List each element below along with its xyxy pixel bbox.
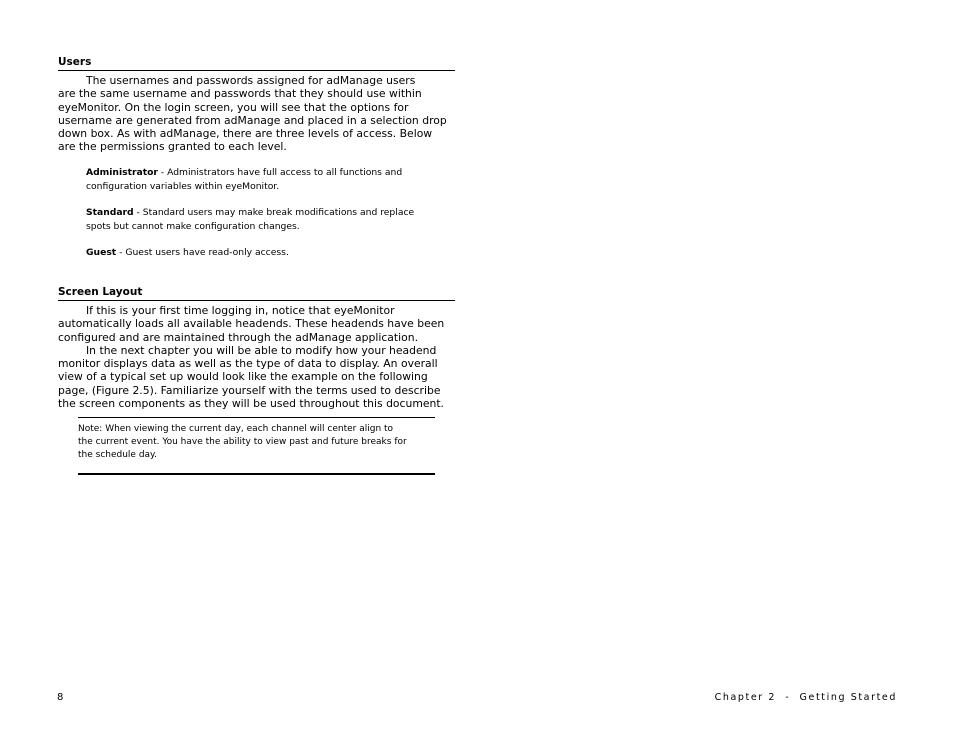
text-line: down box. As with adManage, there are three levels of access. Below [58, 127, 433, 141]
section-heading-screen-layout: Screen Layout [58, 286, 455, 301]
text-line: the screen components as they will be used throughout this document. [58, 397, 444, 411]
note-box [78, 423, 438, 462]
text-line: are the same username and passwords that they should use within [58, 87, 422, 101]
note-divider-top [78, 417, 435, 418]
chapter-footer: Chapter 2 - Getting Started [714, 692, 897, 703]
text-line: spots but cannot make configuration changes. [86, 220, 300, 232]
text-line [86, 206, 446, 220]
text-line: monitor displays data as well as the type of data to display. An overall [58, 357, 438, 371]
text-line: In the next chapter you will be able to modify how your headend [86, 343, 437, 357]
text-line: are the permissions granted to each level. [58, 140, 287, 154]
text-line: configured and are maintained through the adManage application. [58, 330, 419, 344]
access-level-standard [86, 206, 446, 233]
text-line [86, 246, 446, 260]
access-level-name: Standard [86, 207, 134, 218]
text-line: the schedule day. [78, 450, 157, 460]
text-line: the current event. You have the ability to view past and future breaks for [78, 437, 407, 447]
text-line: If this is your first time logging in, notice that eyeMonitor [86, 304, 395, 317]
access-level-guest [86, 246, 446, 260]
text-line: Note: When viewing the current day, each channel will center align to [78, 424, 394, 434]
text-line: username are generated from adManage and placed in a selection drop [58, 113, 447, 127]
text-line: page, (Figure 2.5). Familiarize yourself with the terms used to describe [58, 383, 441, 397]
users-intro-paragraph [58, 74, 453, 154]
screen-layout-paragraph [58, 304, 453, 410]
access-level-name: Administrator [86, 167, 158, 178]
note-divider-bottom [78, 473, 435, 475]
text-line [86, 166, 446, 180]
access-level-description: - Administrators have full access to all functions and [157, 167, 403, 178]
access-level-name: Guest [86, 247, 117, 258]
access-level-description: - Guest users have read-only access. [116, 247, 289, 258]
text-line: automatically loads all available headends. These headends have been [58, 317, 445, 331]
text-line: configuration variables within eyeMonitor. [86, 180, 280, 192]
text-line: view of a typical set up would look like the example on the following [58, 370, 428, 384]
page-number: 8 [57, 692, 64, 703]
text-line: The usernames and passwords assigned for adManage users [86, 74, 416, 87]
access-level-administrator [86, 166, 446, 193]
access-level-description: - Standard users may make break modifications and replace [133, 207, 415, 218]
section-heading-users: Users [58, 56, 455, 71]
text-line: eyeMonitor. On the login screen, you will see that the options for [58, 100, 409, 114]
